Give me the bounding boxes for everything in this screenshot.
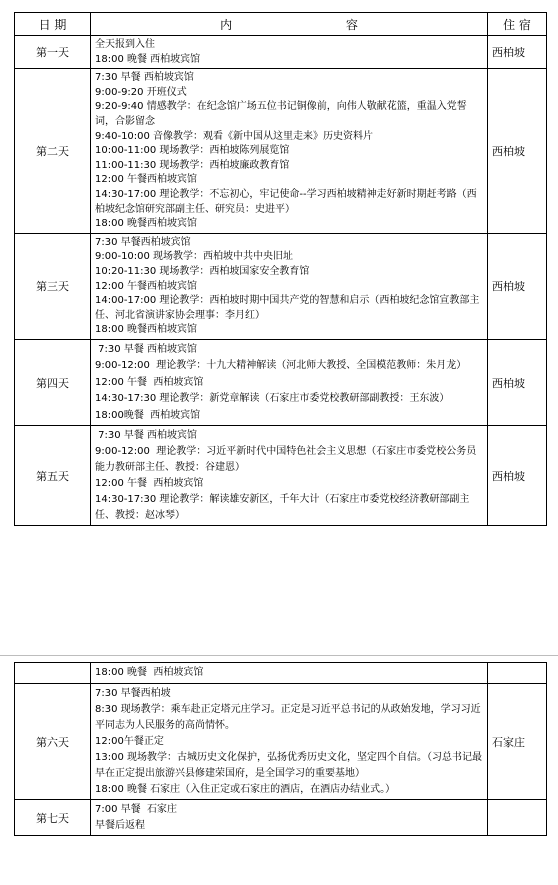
- schedule-line: 7:30 早餐西柏坡: [95, 688, 171, 699]
- day-content: [91, 36, 488, 69]
- day-lodging: 西柏坡: [488, 339, 547, 426]
- header-row: [15, 13, 547, 36]
- day-lodging: 西柏坡: [488, 233, 547, 339]
- schedule-line: 9:00-12:00 理论教学：十九大精神解读（河北师大教授、全国模范教师：朱月龙）: [95, 360, 467, 372]
- day-row-3: [15, 233, 547, 339]
- schedule-line: 18:00 晚餐西柏坡宾馆: [95, 324, 197, 336]
- schedule-line: 12:00 午餐 西柏坡宾馆: [95, 478, 204, 490]
- day-label: 第四天: [15, 339, 91, 426]
- header-lodging: 住 宿: [488, 13, 547, 36]
- schedule-line: 全天报到入住: [95, 39, 155, 50]
- schedule-line: 9:40-10:00 音像教学：观看《新中国从这里走来》历史资料片: [95, 130, 374, 142]
- page-break-line: [0, 655, 558, 656]
- schedule-line: 18:00 晚餐 石家庄（入住正定或石家庄的酒店，在酒店办结业式。）: [95, 784, 396, 795]
- schedule-line: 9:00-10:00 现场教学：西柏坡中共中央旧址: [95, 251, 294, 263]
- day-label: 第七天: [15, 800, 91, 836]
- day-content: [91, 69, 488, 234]
- schedule-line: 14:30-17:30 理论教学：新党章解读（石家庄市委党校教研部副教授：王东波）: [95, 393, 450, 405]
- schedule-line: 14:30-17:30 理论教学：解读雄安新区，千年大计（石家庄市委党校经济教研部副主任、教授：赵冰琴）: [95, 494, 470, 522]
- day-label: 第三天: [15, 233, 91, 339]
- schedule-table-continued: [14, 662, 547, 836]
- schedule-line: 12:00 午餐西柏坡宾馆: [95, 280, 197, 292]
- schedule-line: 9:00-9:20 开班仪式: [95, 86, 187, 98]
- header-date: 日 期: [15, 13, 91, 36]
- schedule-line: 8:30 现场教学：乘车赴正定塔元庄学习。正定是习近平总书记的从政始发地，学习习近平同志为人民服务的高尚情怀。: [95, 704, 481, 731]
- schedule-line: 18:00 晚餐 西柏坡宾馆: [95, 53, 201, 65]
- continuation-row: [15, 663, 547, 684]
- schedule-line: 9:00-12:00 理论教学：习近平新时代中国特色社会主义思想（石家庄市委党校公务员能力教研部主任、教授：谷建恩）: [95, 446, 477, 474]
- empty-cell: [488, 663, 547, 684]
- day-content: [91, 800, 488, 836]
- day-row-6: [15, 684, 547, 800]
- day-lodging: 西柏坡: [488, 69, 547, 234]
- empty-cell: [15, 663, 91, 684]
- schedule-line: 9:20-9:40 情感教学：在纪念馆广场五位书记铜像前，向伟人敬献花篮，重温入党誓词，合影留念: [95, 101, 467, 127]
- schedule-line: 7:30 早餐 西柏坡宾馆: [95, 430, 197, 442]
- day-content: [91, 663, 488, 684]
- day-lodging: 西柏坡: [488, 426, 547, 526]
- day-content: [91, 339, 488, 426]
- day-label: 第五天: [15, 426, 91, 526]
- day-lodging: 西柏坡: [488, 36, 547, 69]
- schedule-line: 12:00午餐正定: [95, 736, 164, 747]
- schedule-line: 7:30 早餐 西柏坡宾馆: [95, 72, 194, 84]
- day-lodging: [488, 800, 547, 836]
- day-row-2: [15, 69, 547, 234]
- schedule-line: 10:20-11:30 现场教学：西柏坡国家安全教育馆: [95, 265, 310, 277]
- day-content: [91, 684, 488, 800]
- schedule-line: 12:00 午餐西柏坡宾馆: [95, 174, 197, 186]
- day-content: [91, 233, 488, 339]
- schedule-line: 13:00 现场教学：古城历史文化保护，弘扬优秀历史文化，坚定四个自信。（习总书记最早在正定提出旅游兴县修建荣国府，是全国学习的重要基地）: [95, 752, 482, 779]
- day-row-5: [15, 426, 547, 526]
- schedule-line: 18:00晚餐 西柏坡宾馆: [95, 409, 201, 421]
- day-row-7: [15, 800, 547, 836]
- day-row-4: [15, 339, 547, 426]
- schedule-line: 7:30 早餐 西柏坡宾馆: [95, 343, 197, 355]
- schedule-line: 14:00-17:00 理论教学：西柏坡时期中国共产党的智慧和启示（西柏坡纪念馆宣教部主任、河北省演讲家协会理事：李月红）: [95, 295, 480, 321]
- schedule-line: 11:00-11:30 现场教学：西柏坡廉政教育馆: [95, 159, 290, 171]
- schedule-line: 10:00-11:00 现场教学：西柏坡陈列展览馆: [95, 145, 290, 157]
- schedule-line: 7:30 早餐西柏坡宾馆: [95, 236, 191, 248]
- schedule-line: 14:30-17:00 理论教学：不忘初心，牢记使命--学习西柏坡精神走好新时期赶考路（西柏坡纪念馆研究部副主任、研究员：史进平）: [95, 188, 477, 215]
- schedule-line: 早餐后返程: [95, 820, 145, 831]
- day-label: 第二天: [15, 69, 91, 234]
- day-row-1: [15, 36, 547, 69]
- day-label: 第六天: [15, 684, 91, 800]
- schedule-line: 12:00 午餐 西柏坡宾馆: [95, 376, 204, 388]
- header-content: 内 容: [91, 13, 488, 36]
- schedule-line: 18:00 晚餐 西柏坡宾馆: [95, 667, 204, 679]
- day-content: [91, 426, 488, 526]
- schedule-line: 7:00 早餐 石家庄: [95, 804, 177, 815]
- day-label: 第一天: [15, 36, 91, 69]
- day-lodging: 石家庄: [488, 684, 547, 800]
- schedule-line: 18:00 晚餐西柏坡宾馆: [95, 218, 197, 230]
- schedule-table: [14, 12, 547, 526]
